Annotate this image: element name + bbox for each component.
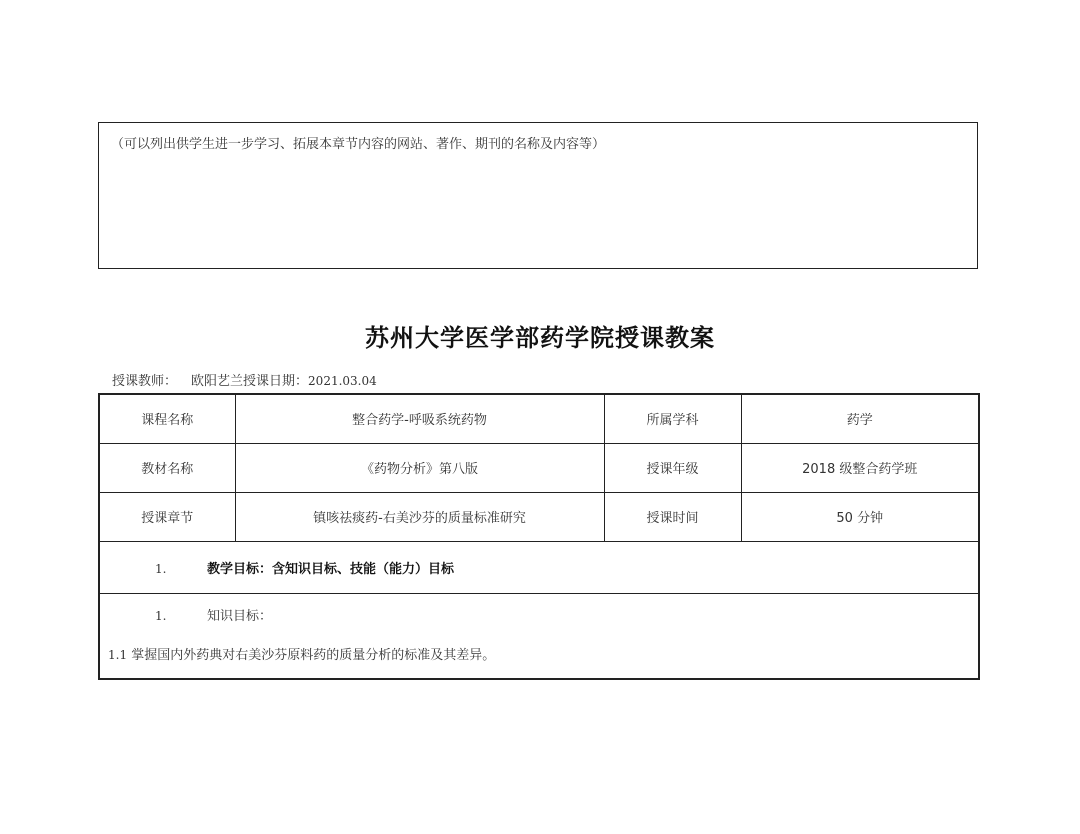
grade-value: 2018 级整合药学班 bbox=[741, 443, 979, 492]
date-label: 授课日期： bbox=[243, 374, 309, 389]
knowledge-item-text: 掌握国内外药典对右美沙芬原料药的质量分析的标准及其差异。 bbox=[131, 647, 496, 663]
duration-label: 授课时间 bbox=[604, 492, 741, 541]
reference-box bbox=[98, 122, 978, 269]
knowledge-item bbox=[100, 624, 978, 663]
grade-label: 授课年级 bbox=[604, 443, 741, 492]
teacher-date-line bbox=[112, 370, 377, 389]
knowledge-goals-heading bbox=[100, 594, 978, 624]
textbook-value: 《药物分析》第八版 bbox=[235, 443, 604, 492]
subject-label: 所属学科 bbox=[604, 394, 741, 443]
lesson-plan-table bbox=[98, 393, 980, 680]
knowledge-title: 知识目标： bbox=[207, 608, 273, 624]
course-name-label: 课程名称 bbox=[99, 394, 235, 443]
goals-number: 1. bbox=[155, 561, 167, 576]
teacher-label: 授课教师： bbox=[112, 374, 178, 389]
teaching-goals-row bbox=[99, 541, 979, 593]
date-value: 2021.03.04 bbox=[308, 374, 377, 388]
table-row bbox=[99, 394, 979, 443]
chapter-label: 授课章节 bbox=[99, 492, 235, 541]
course-name-value: 整合药学-呼吸系统药物 bbox=[235, 394, 604, 443]
knowledge-item-number: 1.1 bbox=[108, 647, 128, 662]
page-title: 苏州大学医学部药学院授课教案 bbox=[365, 323, 715, 352]
table-row bbox=[99, 492, 979, 541]
teacher-name: 欧阳艺兰 bbox=[191, 374, 244, 389]
textbook-label: 教材名称 bbox=[99, 443, 235, 492]
reference-note: （可以列出供学生进一步学习、拓展本章节内容的网站、著作、期刊的名称及内容等） bbox=[111, 137, 606, 152]
knowledge-number: 1. bbox=[155, 608, 167, 623]
chapter-value: 镇咳祛痰药-右美沙芬的质量标准研究 bbox=[235, 492, 604, 541]
subject-value: 药学 bbox=[741, 394, 979, 443]
duration-value: 50 分钟 bbox=[741, 492, 979, 541]
teaching-goals-heading bbox=[99, 541, 979, 593]
table-row bbox=[99, 443, 979, 492]
goals-title: 教学目标：含知识目标、技能（能力）目标 bbox=[207, 561, 455, 577]
knowledge-goals-cell bbox=[99, 593, 979, 679]
knowledge-goals-row bbox=[99, 593, 979, 679]
